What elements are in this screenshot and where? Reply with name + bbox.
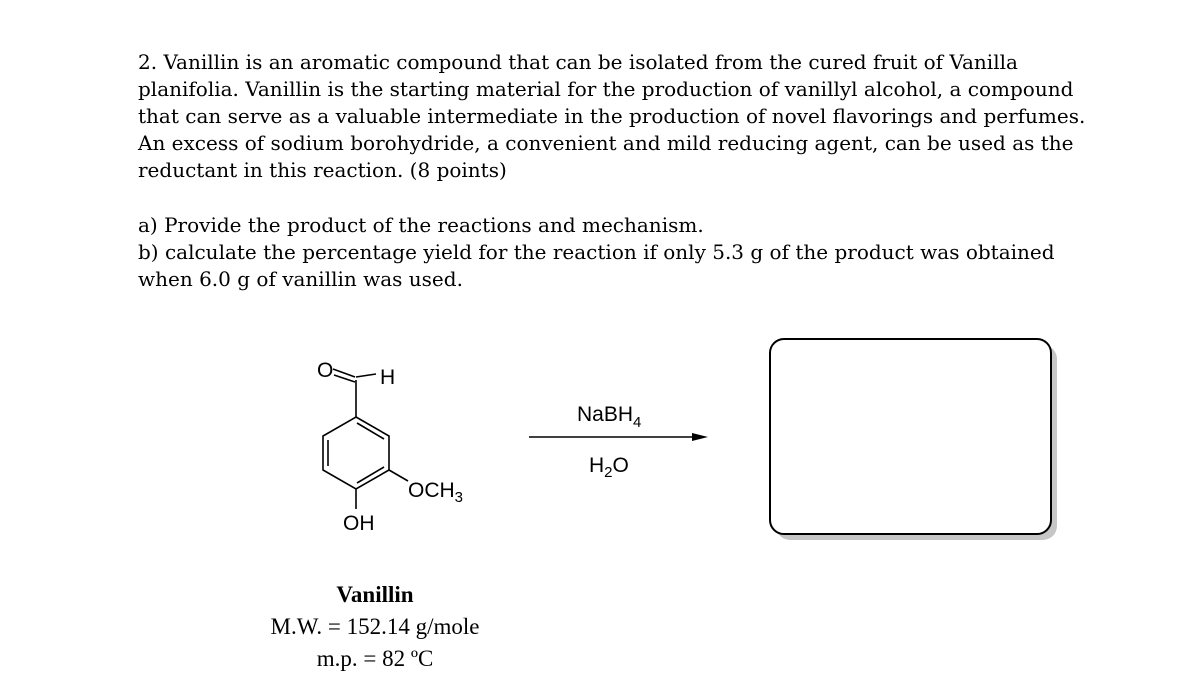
hydrogen-label: H [380,366,396,389]
methoxy-bond [389,470,408,481]
aldehyde-ch-bond [356,374,376,377]
part-b-text: b) calculate the percentage yield for the reaction if only 5.3 g of the product was obtained when 6.0 g of vanillin was used. [138,240,1055,291]
compound-melting-point: m.p. = 82 ºC [316,646,434,671]
reagent-bottom: $H_2O$ [589,454,629,481]
part-a-text: a) Provide the product of the reactions and mechanism. [138,213,704,237]
product-answer-box[interactable] [770,339,1057,540]
compound-name: Vanillin [336,582,414,607]
question-text: 2. Vanillin is an aromatic compound that can be isolated from the cured fruit of Vanilla planifolia. Vanillin is the starting material for the production of vanillyl alcohol, a compound that can serve as a valuable intermediate in the production of novel flavorings and perfumes. An excess of sodium borohydride, a convenient and mild reducing agent, can be used as the reductant in this reaction. (8 points) [138,50,1086,182]
hydroxyl-label: OH [343,512,375,535]
methoxy-label: $OCH_3$ [408,479,464,506]
benzene-ring [323,417,389,489]
oxygen-label: O [317,359,334,382]
vanillin-structure [323,369,408,509]
compound-molecular-weight: M.W. = 152.14 g/mole [270,614,480,639]
reagent-top: NaBH$_4$ [577,403,642,431]
arrow-head-icon [692,433,708,441]
